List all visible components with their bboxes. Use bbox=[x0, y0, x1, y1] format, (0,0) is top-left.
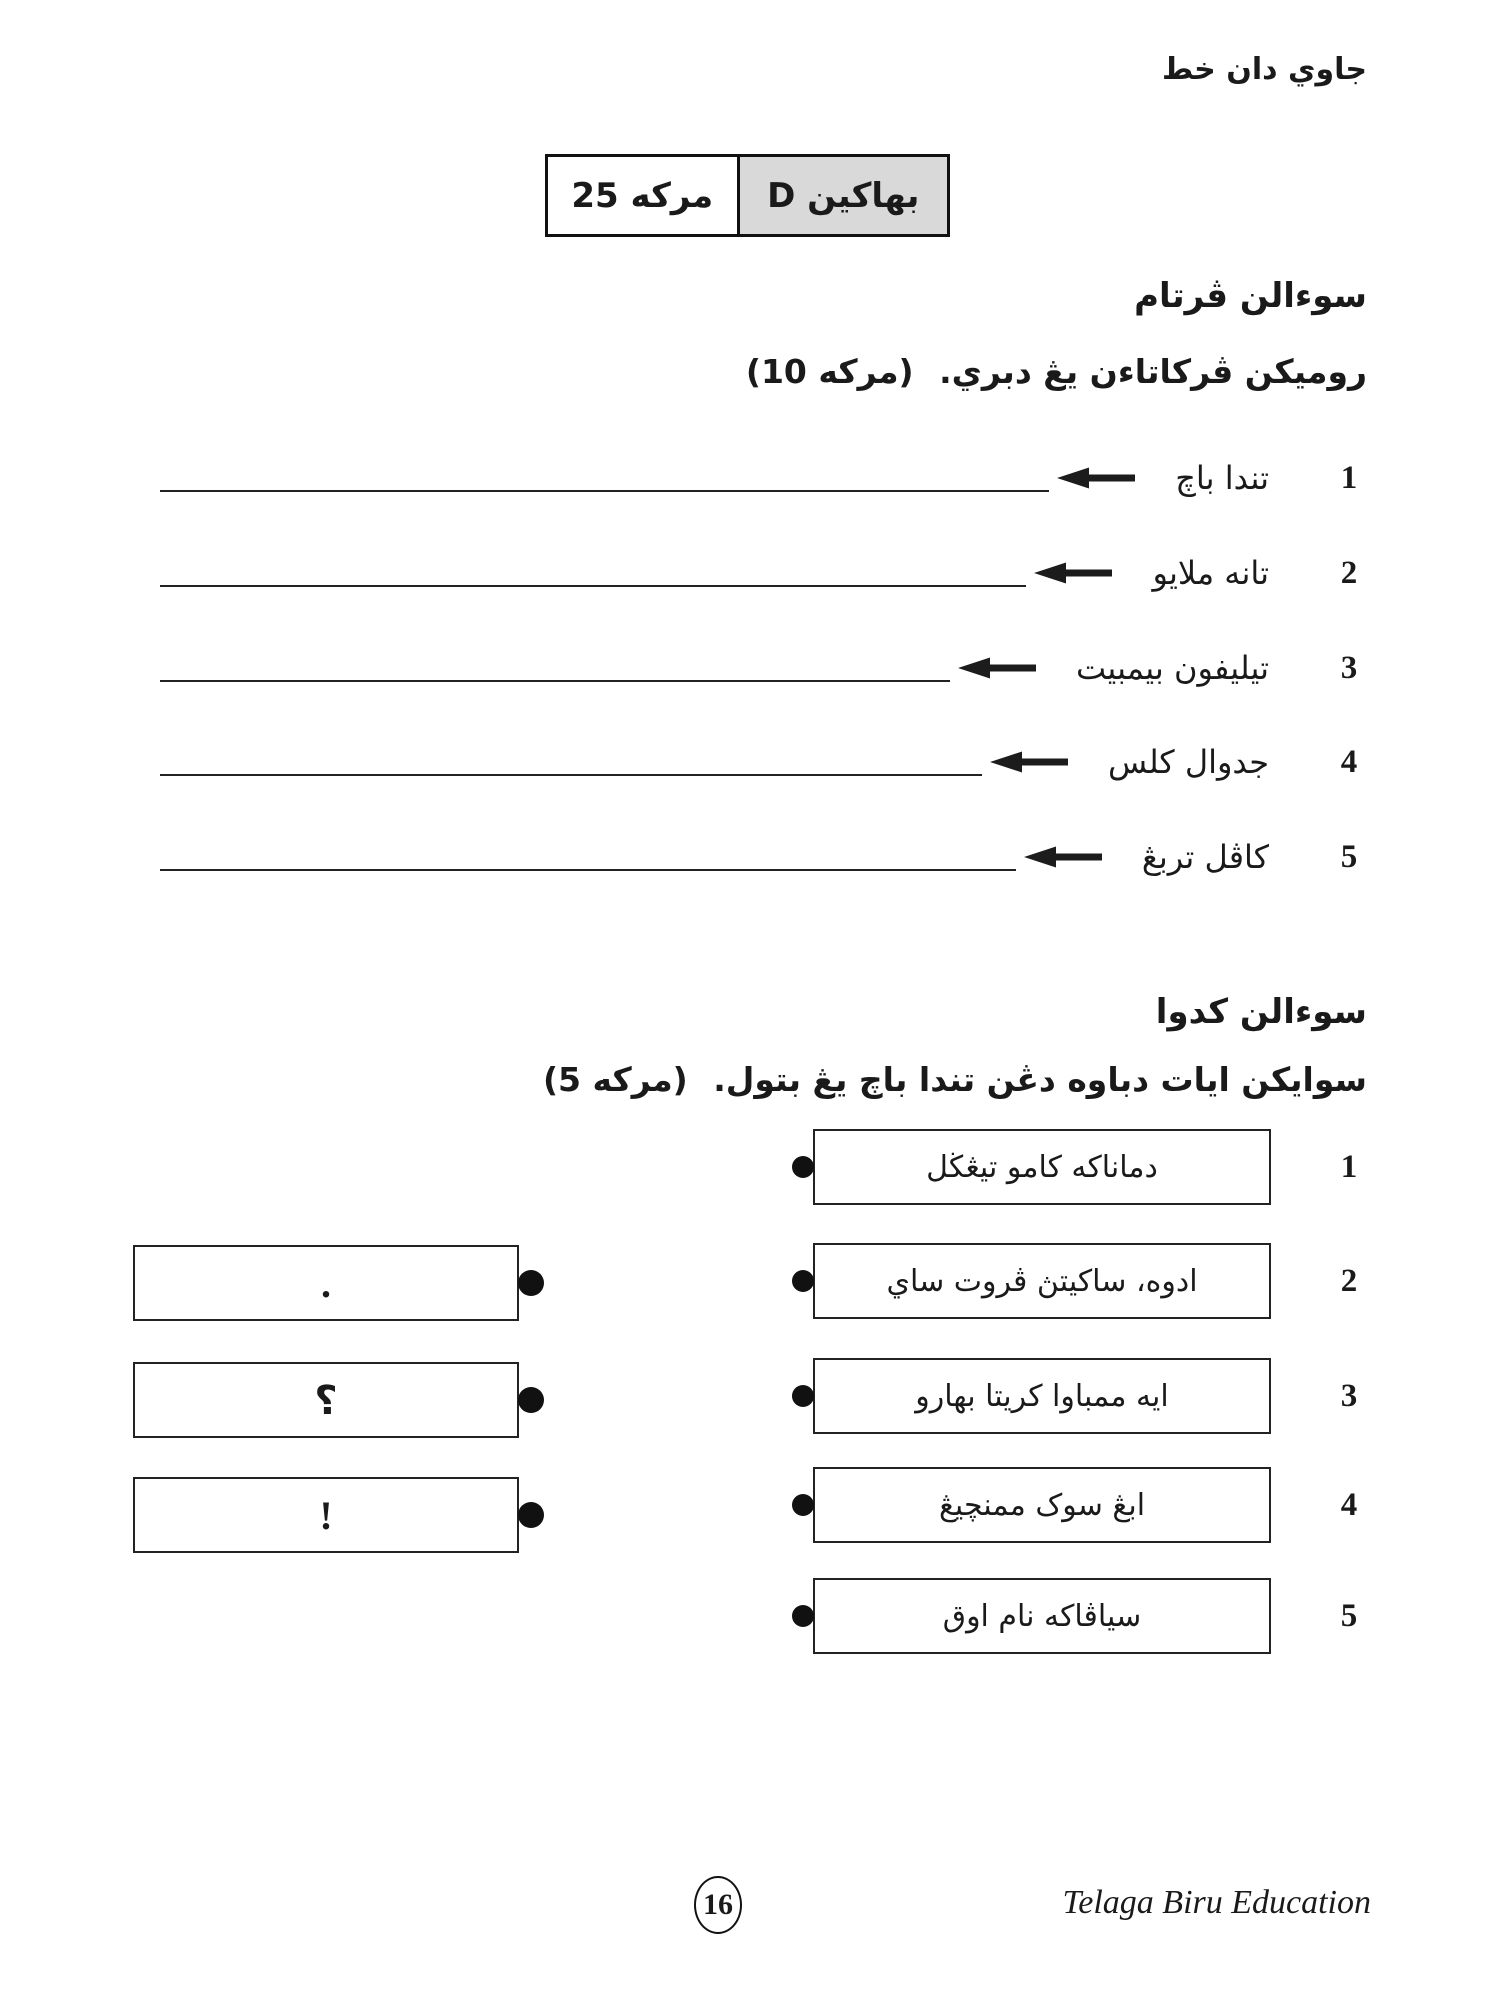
rumikan-row-3 bbox=[160, 638, 1367, 698]
jawi-sentence: ابڠ سوک ممنچيڠ bbox=[938, 1487, 1146, 1523]
punctuation-box-period bbox=[133, 1245, 519, 1321]
match-dot[interactable] bbox=[792, 1605, 814, 1627]
match-dot[interactable] bbox=[792, 1385, 814, 1407]
question2-instruction-text: سوايكن ايات دباوه دڠن تندا باچ يڠ بتول. bbox=[713, 1060, 1367, 1099]
sentence-box bbox=[813, 1467, 1271, 1543]
answer-line[interactable] bbox=[160, 490, 1049, 492]
match-dot[interactable] bbox=[792, 1494, 814, 1516]
question1-instruction bbox=[746, 352, 1367, 391]
rumikan-row-2 bbox=[160, 543, 1367, 603]
item-number: 1 bbox=[1340, 459, 1358, 496]
jawi-word: جدوال كلس bbox=[1108, 743, 1269, 781]
jawi-word: كاڤل تربڠ bbox=[1141, 838, 1269, 876]
jawi-word: تندا باچ bbox=[1175, 459, 1269, 497]
page-number-badge bbox=[694, 1876, 742, 1934]
sentence-box bbox=[813, 1358, 1271, 1434]
question1-title: سوءالن ڤرتام bbox=[1134, 276, 1367, 316]
item-number: 2 bbox=[1340, 554, 1358, 591]
arrow-left-icon bbox=[958, 655, 1036, 681]
total-marks-label: 25 مركه bbox=[548, 157, 740, 234]
rumikan-row-4 bbox=[160, 732, 1367, 792]
question2-marks: (5 مركه) bbox=[542, 1060, 688, 1099]
match-row-1 bbox=[813, 1128, 1367, 1206]
rumikan-row-5 bbox=[160, 827, 1367, 887]
punctuation-mark: ؟ bbox=[314, 1377, 338, 1423]
item-number: 5 bbox=[1340, 838, 1358, 875]
match-row-2 bbox=[813, 1242, 1367, 1320]
item-number: 5 bbox=[1340, 1597, 1358, 1634]
item-number: 3 bbox=[1340, 1377, 1358, 1414]
section-marks-box bbox=[545, 154, 950, 237]
jawi-sentence: ادوه، ساكيتڽ ڤروت ساي bbox=[886, 1263, 1198, 1299]
jawi-sentence: ايه ممباوا كريتا بهارو bbox=[915, 1378, 1169, 1414]
match-dot[interactable] bbox=[792, 1156, 814, 1178]
match-row-3 bbox=[813, 1357, 1367, 1435]
page-number: 16 bbox=[703, 1888, 733, 1921]
match-row-4 bbox=[813, 1466, 1367, 1544]
jawi-sentence: سياڤاكه نام اوق bbox=[942, 1598, 1142, 1634]
section-label: بهاكين D bbox=[740, 157, 947, 234]
sentence-box bbox=[813, 1129, 1271, 1205]
item-number: 4 bbox=[1340, 743, 1358, 780]
match-dot[interactable] bbox=[518, 1387, 544, 1413]
punctuation-mark: ! bbox=[319, 1492, 333, 1538]
arrow-left-icon bbox=[990, 749, 1068, 775]
match-dot[interactable] bbox=[518, 1502, 544, 1528]
arrow-left-icon bbox=[1024, 844, 1102, 870]
publisher-name: Telaga Biru Education bbox=[1062, 1884, 1371, 1921]
match-dot[interactable] bbox=[518, 1270, 544, 1296]
answer-line[interactable] bbox=[160, 869, 1016, 871]
match-row-5 bbox=[813, 1577, 1367, 1655]
punctuation-box-question bbox=[133, 1362, 519, 1438]
arrow-left-icon bbox=[1057, 465, 1135, 491]
item-number: 2 bbox=[1340, 1262, 1358, 1299]
sentence-box bbox=[813, 1243, 1271, 1319]
match-dot[interactable] bbox=[792, 1270, 814, 1292]
question2-title: سوءالن كدوا bbox=[1155, 992, 1367, 1032]
question2-instruction bbox=[543, 1060, 1367, 1099]
jawi-word: تانه ملايو bbox=[1152, 554, 1269, 592]
jawi-sentence: دماناكه كامو تيڠڬل bbox=[926, 1149, 1158, 1185]
answer-line[interactable] bbox=[160, 585, 1026, 587]
question1-marks: (10 مركه) bbox=[745, 352, 914, 391]
item-number: 1 bbox=[1340, 1148, 1358, 1185]
jawi-word: تيليفون بيمبيت bbox=[1076, 649, 1269, 687]
item-number: 3 bbox=[1340, 649, 1358, 686]
rumikan-row-1 bbox=[160, 448, 1367, 508]
page-header-subject: جاوي دان خط bbox=[1162, 52, 1367, 87]
punctuation-box-exclamation bbox=[133, 1477, 519, 1553]
punctuation-mark: . bbox=[321, 1260, 331, 1306]
arrow-left-icon bbox=[1034, 560, 1112, 586]
answer-line[interactable] bbox=[160, 774, 982, 776]
answer-line[interactable] bbox=[160, 680, 950, 682]
sentence-box bbox=[813, 1578, 1271, 1654]
item-number: 4 bbox=[1340, 1486, 1358, 1523]
question1-instruction-text: روميكن ڤركاتاءن يڠ دبري. bbox=[939, 352, 1367, 391]
